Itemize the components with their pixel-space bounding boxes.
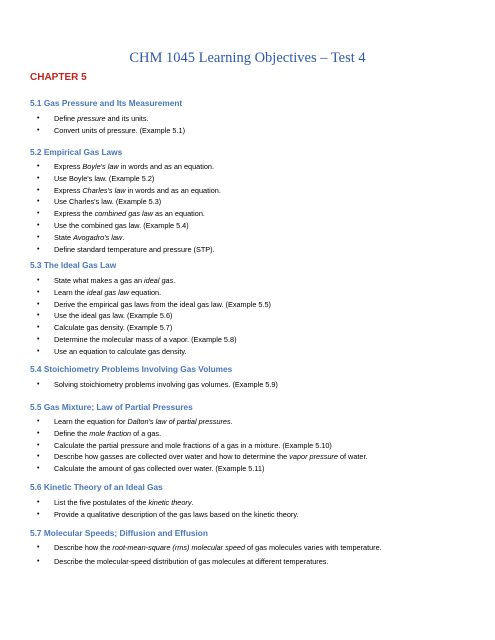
section-heading: 5.6 Kinetic Theory of an Ideal Gas <box>30 482 163 492</box>
list-item: • Describe the molecular-speed distribution of gas molecules at different temperatures. <box>37 555 382 569</box>
list-item: • Learn the equation for Dalton's law of partial pressures. <box>37 417 233 426</box>
bullet-icon: • <box>37 441 40 449</box>
objective-list <box>37 379 278 391</box>
list-item: • Derive the empirical gas laws from the ideal gas law. (Example 5.5) <box>37 299 271 309</box>
list-item: • Calculate the amount of gas collected over water. (Example 5.11) <box>37 464 265 474</box>
bullet-icon: • <box>37 429 40 437</box>
document-title: CHM 1045 Learning Objectives – Test 4 <box>129 50 366 66</box>
bullet-icon: • <box>37 300 40 308</box>
bullet-icon: • <box>37 126 40 134</box>
list-item: • Use the ideal gas law. (Example 5.6) <box>37 311 173 321</box>
emphasized-term: Dalton's law of partial pressures <box>127 417 231 426</box>
emphasized-term: vapor pressure <box>289 452 338 462</box>
emphasized-term: ideal gas <box>144 276 174 285</box>
objective-list <box>37 113 185 137</box>
bullet-icon: • <box>37 335 40 343</box>
bullet-icon: • <box>37 198 40 206</box>
section-heading: 5.2 Empirical Gas Laws <box>30 147 123 157</box>
bullet-icon: • <box>37 312 40 320</box>
list-item: • Convert units of pressure. (Example 5.1) <box>37 125 185 135</box>
emphasized-term: Boyle's law <box>82 162 119 171</box>
bullet-icon: • <box>37 347 40 355</box>
section-heading: 5.5 Gas Mixture; Law of Partial Pressures <box>30 402 193 412</box>
bullet-icon: • <box>37 544 40 551</box>
bullet-icon: • <box>37 115 40 122</box>
list-item: • Use an equation to calculate gas density. <box>37 346 187 356</box>
list-item: • Use the combined gas law. (Example 5.4) <box>37 220 189 230</box>
list-item: • Express Charles's law in words and as an equation. <box>37 185 221 195</box>
list-item: • List the five postulates of the kinetic theory. <box>37 498 194 507</box>
bullet-icon: • <box>37 210 40 218</box>
list-item: • Calculate gas density. (Example 5.7) <box>37 323 173 333</box>
list-item: • Define pressure and its units. <box>37 114 149 123</box>
objective-list <box>37 161 221 255</box>
emphasized-term: root-mean-square (rms) molecular speed <box>112 543 246 552</box>
bullet-icon: • <box>37 163 40 170</box>
bullet-icon: • <box>37 381 40 388</box>
emphasized-term: kinetic theory <box>148 498 192 507</box>
list-item: • Use Boyle's law. (Example 5.2) <box>37 173 155 183</box>
bullet-icon: • <box>37 174 40 182</box>
objective-list <box>37 497 298 521</box>
bullet-icon: • <box>37 288 40 296</box>
objective-list <box>37 275 271 358</box>
emphasized-term: Avogadro's law <box>73 232 123 242</box>
emphasized-term: ideal gas law <box>86 287 130 297</box>
section-heading: 5.3 The Ideal Gas Law <box>30 260 117 270</box>
list-item: • Learn the ideal gas law equation. <box>37 287 162 297</box>
list-item: • State Avogadro's law. <box>37 232 125 242</box>
list-item: • Calculate the partial pressure and mole fractions of a gas in a mixture. (Example 5.10) <box>37 440 332 450</box>
list-item: • Define standard temperature and pressure (STP). <box>37 244 215 254</box>
list-item: • Determine the molecular mass of a vapor. (Example 5.8) <box>37 334 237 344</box>
list-item: • Provide a qualitative description of the gas laws based on the kinetic theory. <box>37 509 299 519</box>
bullet-icon: • <box>37 233 40 241</box>
bullet-icon: • <box>37 221 40 229</box>
list-item: • Define the mole fraction of a gas. <box>37 428 162 438</box>
bullet-icon: • <box>37 324 40 332</box>
emphasized-term: mole fraction <box>89 428 132 438</box>
list-item: • Describe how gasses are collected over water and how to determine the vapor pressure of water. <box>37 452 368 462</box>
bullet-icon: • <box>37 277 40 284</box>
list-item: • Express the combined gas law as an equation. <box>37 209 205 219</box>
emphasized-term: combined gas law <box>94 209 153 219</box>
section-heading: 5.7 Molecular Speeds; Diffusion and Effusion <box>30 528 208 538</box>
list-item: • Express Boyle's law in words and as an equation. <box>37 162 215 171</box>
bullet-icon: • <box>37 558 40 565</box>
section-heading: 5.4 Stoichiometry Problems Involving Gas Volumes <box>30 364 233 374</box>
emphasized-term: Charles's law <box>82 185 126 195</box>
bullet-icon: • <box>37 510 40 518</box>
list-item: • Describe how the root-mean-square (rms) molecular speed of gas molecules varies with temperature. <box>37 541 382 555</box>
section-heading: 5.1 Gas Pressure and Its Measurement <box>30 98 183 108</box>
bullet-icon: • <box>37 245 40 253</box>
objective-list <box>37 416 368 475</box>
bullet-icon: • <box>37 465 40 473</box>
emphasized-term: pressure <box>77 114 106 123</box>
bullet-icon: • <box>37 418 40 425</box>
bullet-icon: • <box>37 186 40 194</box>
list-item: • Use Charles's law. (Example 5.3) <box>37 197 162 207</box>
list-item: • State what makes a gas an ideal gas. <box>37 276 176 285</box>
list-item: • Solving stoichiometry problems involving gas volumes. (Example 5.9) <box>37 380 278 389</box>
objective-list <box>37 541 382 569</box>
chapter-heading: CHAPTER 5 <box>30 72 87 83</box>
bullet-icon: • <box>37 453 40 461</box>
bullet-icon: • <box>37 499 40 506</box>
